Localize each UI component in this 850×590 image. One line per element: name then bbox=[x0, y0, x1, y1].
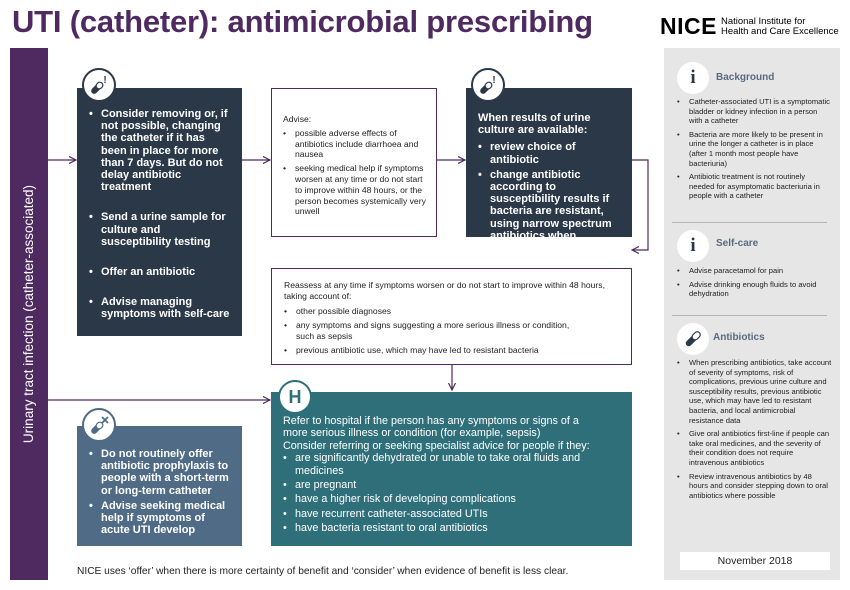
footnote: NICE uses ‘offer’ when there is more certainty of benefit and ‘consider’ when evidence of benefit is less clear. bbox=[77, 566, 569, 577]
advice-item: • seeking medical help if symptoms worsen at any time or do not start to improve within 48 hours, or the person becomes systemically very unwell bbox=[283, 163, 428, 217]
info-icon bbox=[677, 62, 709, 94]
svg-text:!: ! bbox=[103, 75, 107, 86]
pill-capsule-icon bbox=[677, 323, 709, 355]
prophylaxis-box bbox=[77, 426, 242, 546]
culture-item: • review choice of antibiotic bbox=[478, 141, 622, 165]
reassess-item: • previous antibiotic use, which may have led to resistant bacteria bbox=[284, 345, 621, 356]
background-item: • Catheter-associated UTI is a symptomatic bladder or kidney infection in a person with a catheter bbox=[677, 97, 832, 126]
selfcare-item: • Advise paracetamol for pain bbox=[677, 266, 832, 276]
prophylaxis-item: • Do not routinely offer antibiotic prophylaxis to people with a short-term or long-term catheter bbox=[89, 448, 234, 497]
info-icon bbox=[677, 230, 709, 262]
selfcare-list bbox=[677, 266, 832, 303]
reassess-item: • any symptoms and signs suggesting a more serious illness or condition, such as sepsis bbox=[284, 320, 621, 342]
referral-item: • have bacteria resistant to oral antibiotics bbox=[283, 522, 622, 534]
culture-heading: When results of urine culture are available: bbox=[478, 112, 591, 137]
selfcare-item: • Advise drinking enough fluids to avoid dehydration bbox=[677, 280, 832, 299]
antibiotics-heading: Antibiotics bbox=[713, 332, 765, 343]
info-letter: i bbox=[690, 235, 696, 256]
pill-capsule-warning-icon bbox=[82, 68, 116, 102]
box1-item: • Advise managing symptoms with self-care bbox=[89, 296, 232, 320]
background-item: • Antibiotic treatment is not routinely needed for asymptomatic bacteriuria in people with a catheter bbox=[677, 172, 832, 201]
referral-item: • have a higher risk of developing complications bbox=[283, 493, 622, 505]
logo-subtitle-line2: Health and Care Excellence bbox=[720, 25, 839, 37]
box1-item: • Offer an antibiotic bbox=[89, 266, 232, 278]
referral-item: • are pregnant bbox=[283, 479, 622, 491]
background-item: • Bacteria are more likely to be present in urine the longer a catheter is in place (after 1 month most people have bacteriuria) bbox=[677, 130, 832, 168]
advice-heading: Advise: bbox=[283, 114, 312, 124]
referral-item: • have recurrent catheter-associated UTIs bbox=[283, 508, 622, 520]
divider bbox=[672, 315, 827, 316]
page-title: UTI (catheter): antimicrobial prescribing bbox=[12, 4, 593, 39]
box1-item: • Consider removing or, if not possible, changing the catheter if it has been in place for more than 7 days. But do not delay antibiotic treatment bbox=[89, 108, 232, 193]
prophylaxis-item: • Advise seeking medical help if symptoms of acute UTI develop bbox=[89, 500, 234, 537]
background-list bbox=[677, 97, 832, 205]
hospital-h-icon bbox=[278, 380, 312, 414]
antibiotics-list bbox=[677, 358, 832, 504]
hospital-h-letter: H bbox=[288, 386, 302, 407]
antibiotics-item: • When prescribing antibiotics, take account of severity of symptoms, risk of complications, previous urine culture and susceptibility results, previous antibiotic use, which may have led to resistant bacteria, and local antimicrobial resistance data bbox=[677, 358, 832, 425]
reassess-item: • other possible diagnoses bbox=[284, 306, 621, 317]
antibiotics-item: • Review intravenous antibiotics by 48 hours and consider stepping down to oral antibiotics where possible bbox=[677, 472, 832, 501]
reassess-heading: Reassess at any time if symptoms worsen or do not start to improve within 48 hours, taking account of: bbox=[284, 280, 605, 301]
background-heading: Background bbox=[716, 72, 775, 83]
divider bbox=[672, 222, 827, 223]
no-antibiotic-icon bbox=[82, 408, 116, 442]
publication-date: November 2018 bbox=[680, 552, 830, 570]
selfcare-heading: Self-care bbox=[716, 238, 759, 249]
antibiotics-item: • Give oral antibiotics first-line if people can take oral medicines, and the severity of their condition does not require intravenous antibiotics bbox=[677, 429, 832, 467]
referral-para1: Refer to hospital if the person has any symptoms or signs of a more serious illness or condition (for example, sepsis) bbox=[283, 415, 579, 440]
advice-box bbox=[271, 88, 437, 237]
arrow-box3-to-box4 bbox=[632, 160, 648, 250]
culture-item: • change antibiotic according to susceptibility results if bacteria are resistant, using narrow spectrum antibiotics when possible bbox=[478, 169, 622, 254]
info-letter: i bbox=[690, 67, 696, 88]
svg-text:!: ! bbox=[492, 75, 496, 86]
box1-item: • Send a urine sample for culture and susceptibility testing bbox=[89, 211, 232, 248]
pill-capsule-warning-icon bbox=[471, 68, 505, 102]
logo-subtitle-line1: National Institute for bbox=[720, 15, 806, 27]
referral-para2: Consider referring or seeking specialist advice for people if they: bbox=[283, 439, 590, 452]
reassess-box bbox=[271, 268, 632, 365]
referral-box bbox=[271, 392, 632, 546]
referral-item: • are significantly dehydrated or unable to take oral fluids and medicines bbox=[283, 452, 622, 477]
sidebar-label: Urinary tract infection (catheter-associated) bbox=[21, 184, 36, 444]
advice-item: • possible adverse effects of antibiotics include diarrhoea and nausea bbox=[283, 128, 428, 160]
initial-management-box bbox=[77, 88, 242, 336]
urine-culture-box bbox=[466, 88, 632, 255]
logo-name: NICE bbox=[660, 13, 717, 39]
